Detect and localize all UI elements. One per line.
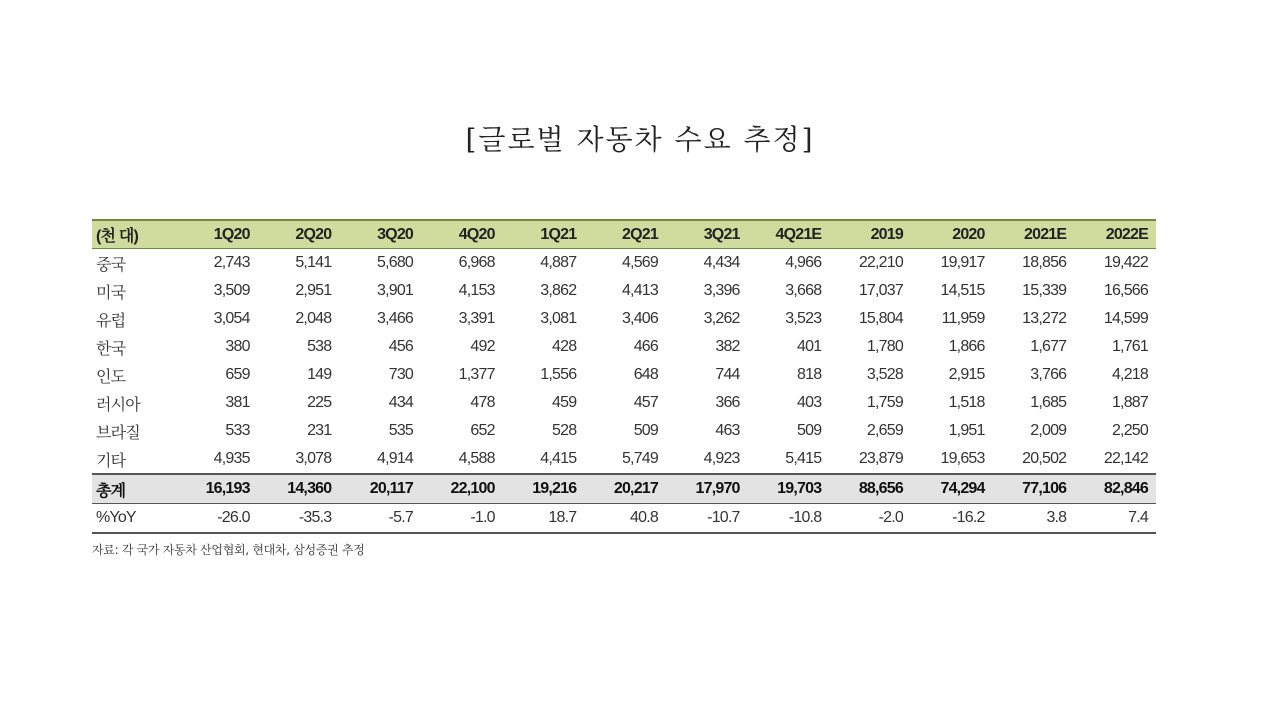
table-cell: 3,528 xyxy=(866,366,903,383)
table-cell: 4,218 xyxy=(1111,366,1148,383)
table-cell: 7.4 xyxy=(1074,504,1156,534)
row-label: 러시아 xyxy=(96,396,140,414)
column-header: 4Q21E xyxy=(748,220,830,249)
column-header: 2020 xyxy=(911,220,993,249)
table-row xyxy=(92,249,1156,278)
table-cell: 2,250 xyxy=(1111,422,1148,439)
table-row xyxy=(92,277,1156,305)
table-cell: -1.0 xyxy=(421,504,503,534)
table-cell: 4,887 xyxy=(540,254,577,271)
table-cell: 2,915 xyxy=(948,366,985,383)
table-cell: 231 xyxy=(307,422,332,439)
table-cell: 2,048 xyxy=(295,310,332,327)
table-cell: 533 xyxy=(225,422,250,439)
column-header: 2Q21 xyxy=(584,220,666,249)
table-cell: 5,415 xyxy=(785,450,822,467)
table-cell: 466 xyxy=(633,338,658,355)
source-note: 자료: 각 국가 자동차 산업협회, 현대차, 삼성증권 추정 xyxy=(92,543,365,557)
table-cell: 3,862 xyxy=(540,282,577,299)
table-cell: 20,117 xyxy=(339,474,421,504)
column-header: 4Q20 xyxy=(421,220,503,249)
document-title: [글로벌 자동차 수요 추정] xyxy=(465,123,815,156)
table-cell: 382 xyxy=(715,338,740,355)
table-cell: 13,272 xyxy=(1022,310,1067,327)
table-cell: 3,054 xyxy=(213,310,250,327)
table-cell: 3,081 xyxy=(540,310,577,327)
table-cell: 4,415 xyxy=(540,450,577,467)
table-cell: -16.2 xyxy=(911,504,993,534)
table-cell: 434 xyxy=(388,394,414,411)
table-cell: 3,396 xyxy=(703,282,740,299)
table-cell: -35.3 xyxy=(258,504,340,534)
table-cell: 14,599 xyxy=(1103,310,1148,327)
column-header: 3Q20 xyxy=(339,220,421,249)
table-cell: 16,566 xyxy=(1103,282,1148,299)
table-cell: 16,193 xyxy=(176,474,258,504)
table-cell: 1,866 xyxy=(948,338,985,355)
table-cell: 1,685 xyxy=(1030,394,1067,411)
table-cell: 22,142 xyxy=(1103,450,1148,467)
table-cell: 1,677 xyxy=(1030,338,1067,355)
table-cell: 1,761 xyxy=(1111,338,1148,355)
table-cell: 17,970 xyxy=(666,474,748,504)
table-cell: 19,917 xyxy=(940,254,985,271)
table-cell: 456 xyxy=(388,338,414,355)
table-cell: 6,968 xyxy=(458,254,495,271)
table-cell: 4,914 xyxy=(376,450,414,467)
row-label: 총계 xyxy=(92,474,176,504)
table-cell: 5,680 xyxy=(376,254,414,271)
table-cell: 20,217 xyxy=(584,474,666,504)
table-cell: 225 xyxy=(307,394,332,411)
table-cell: 478 xyxy=(470,394,495,411)
table-cell: 538 xyxy=(307,338,332,355)
table-cell: 1,377 xyxy=(458,366,495,383)
table-cell: 74,294 xyxy=(911,474,993,504)
row-label: 브라질 xyxy=(96,424,140,442)
table-cell: 18,856 xyxy=(1022,254,1067,271)
table-cell: 22,210 xyxy=(858,254,903,271)
table-cell: 457 xyxy=(633,394,658,411)
table-cell: 648 xyxy=(633,366,658,383)
table-cell: 3,901 xyxy=(376,282,414,299)
row-label: 중국 xyxy=(96,256,126,274)
table-cell: 77,106 xyxy=(993,474,1075,504)
table-cell: 528 xyxy=(552,422,577,439)
table-cell: 535 xyxy=(388,422,414,439)
table-cell: 492 xyxy=(470,338,495,355)
table-cell: 4,434 xyxy=(703,254,740,271)
table-cell: 4,569 xyxy=(621,254,658,271)
table-cell: 509 xyxy=(633,422,658,439)
table-header-row xyxy=(92,220,1156,249)
column-header: 1Q21 xyxy=(503,220,585,249)
table-cell: -10.7 xyxy=(666,504,748,534)
column-header: 3Q21 xyxy=(666,220,748,249)
column-header: 2022E xyxy=(1074,220,1156,249)
table-cell: 149 xyxy=(307,366,332,383)
column-header: 2Q20 xyxy=(258,220,340,249)
table-cell: 1,887 xyxy=(1111,394,1148,411)
table-cell: 818 xyxy=(797,366,822,383)
table-body xyxy=(92,249,1156,534)
table-cell: -10.8 xyxy=(748,504,830,534)
table-cell: 730 xyxy=(388,366,414,383)
unit-label: (천 대) xyxy=(92,220,176,249)
table-cell: 82,846 xyxy=(1074,474,1156,504)
table-cell: 88,656 xyxy=(829,474,911,504)
table-cell: 3,406 xyxy=(621,310,658,327)
table-cell: 459 xyxy=(552,394,577,411)
table-cell: 3.8 xyxy=(993,504,1075,534)
table-cell: 14,360 xyxy=(258,474,340,504)
table-cell: 14,515 xyxy=(940,282,985,299)
row-label: %YoY xyxy=(92,504,176,534)
table-cell: 428 xyxy=(552,338,577,355)
table-cell: 1,951 xyxy=(948,422,985,439)
table-cell: 17,037 xyxy=(858,282,903,299)
table-cell: 1,759 xyxy=(866,394,903,411)
table-cell: 40.8 xyxy=(584,504,666,534)
table-cell: 15,339 xyxy=(1022,282,1067,299)
table-cell: 22,100 xyxy=(421,474,503,504)
table-cell: 659 xyxy=(225,366,250,383)
table-cell: 5,749 xyxy=(621,450,658,467)
table-row xyxy=(92,417,1156,445)
table-cell: 366 xyxy=(715,394,740,411)
demand-table-container xyxy=(92,219,1156,534)
table-cell: 23,879 xyxy=(858,450,903,467)
demand-table xyxy=(92,219,1156,534)
table-cell: 1,556 xyxy=(540,366,577,383)
table-cell: 2,659 xyxy=(866,422,903,439)
table-cell: 4,966 xyxy=(785,254,822,271)
table-cell: -2.0 xyxy=(829,504,911,534)
table-cell: 3,262 xyxy=(703,310,740,327)
table-cell: 19,653 xyxy=(940,450,985,467)
table-cell: 744 xyxy=(715,366,740,383)
total-row xyxy=(92,474,1156,504)
table-cell: 4,935 xyxy=(213,450,250,467)
row-label: 인도 xyxy=(96,368,126,386)
table-cell: 2,743 xyxy=(213,254,250,271)
table-cell: 1,518 xyxy=(948,394,985,411)
table-cell: 3,078 xyxy=(295,450,332,467)
table-cell: 4,413 xyxy=(621,282,658,299)
table-cell: 4,923 xyxy=(703,450,740,467)
table-cell: 3,523 xyxy=(785,310,822,327)
yoy-row xyxy=(92,504,1156,534)
row-label: 유럽 xyxy=(96,312,126,330)
table-cell: 19,703 xyxy=(748,474,830,504)
column-header: 2019 xyxy=(829,220,911,249)
table-cell: 3,509 xyxy=(213,282,250,299)
table-cell: 15,804 xyxy=(858,310,903,327)
table-row xyxy=(92,389,1156,417)
table-cell: 3,391 xyxy=(458,310,495,327)
table-row xyxy=(92,305,1156,333)
table-cell: 20,502 xyxy=(1022,450,1067,467)
table-cell: 403 xyxy=(797,394,822,411)
table-cell: 19,216 xyxy=(503,474,585,504)
row-label: 기타 xyxy=(96,452,126,470)
table-cell: 3,466 xyxy=(376,310,414,327)
table-cell: 380 xyxy=(225,338,250,355)
table-cell: 4,153 xyxy=(458,282,495,299)
table-cell: -5.7 xyxy=(339,504,421,534)
table-cell: 4,588 xyxy=(458,450,495,467)
table-cell: -26.0 xyxy=(176,504,258,534)
table-cell: 463 xyxy=(715,422,740,439)
table-row xyxy=(92,333,1156,361)
row-label: 미국 xyxy=(96,284,126,302)
table-cell: 3,766 xyxy=(1030,366,1067,383)
table-cell: 401 xyxy=(797,338,822,355)
table-cell: 18.7 xyxy=(503,504,585,534)
table-cell: 5,141 xyxy=(295,254,332,271)
column-header: 1Q20 xyxy=(176,220,258,249)
table-cell: 19,422 xyxy=(1103,254,1148,271)
column-header: 2021E xyxy=(993,220,1075,249)
table-cell: 1,780 xyxy=(866,338,903,355)
table-cell: 3,668 xyxy=(785,282,822,299)
table-cell: 381 xyxy=(225,394,250,411)
table-cell: 2,009 xyxy=(1030,422,1067,439)
table-cell: 509 xyxy=(797,422,822,439)
row-label: 한국 xyxy=(96,340,126,358)
table-row xyxy=(92,361,1156,389)
table-row xyxy=(92,445,1156,474)
table-cell: 652 xyxy=(470,422,495,439)
table-cell: 11,959 xyxy=(941,310,985,327)
table-cell: 2,951 xyxy=(295,282,332,299)
